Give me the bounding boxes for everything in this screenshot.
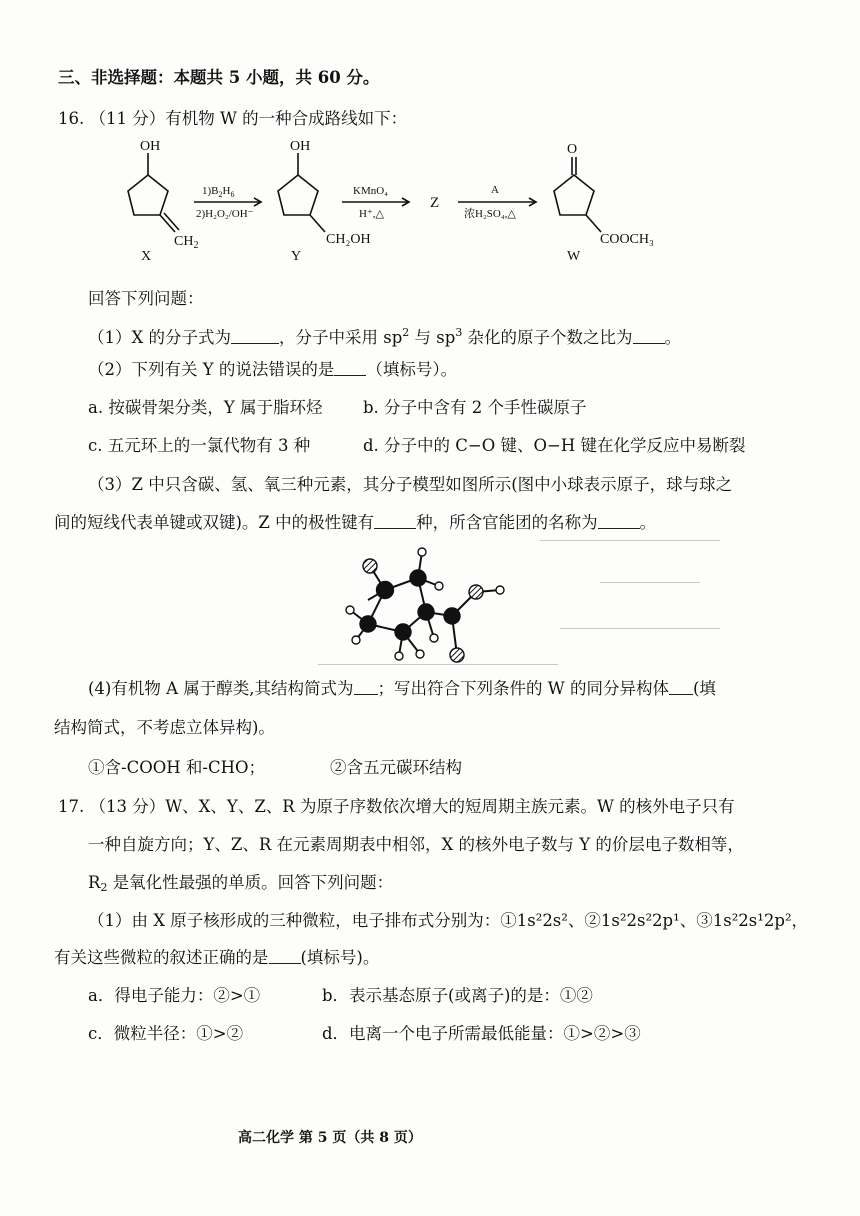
x-label: X xyxy=(141,249,152,264)
q17-option-b: b．表示基态原子(或离子)的是：①② xyxy=(322,986,593,1005)
y-oh: OH xyxy=(290,139,311,154)
q17-option-c: c．微粒半径：①>② xyxy=(88,1024,244,1043)
condition-1: ①含-COOH 和-CHO； xyxy=(88,758,266,777)
q17-option-a: a．得电子能力：②>① xyxy=(88,986,261,1005)
q17-line3: $R_2$ 是氧化性最强的单质。回答下列问题： xyxy=(88,873,394,894)
q16-header: 16. （11 分）有机物 W 的一种合成路线如下： xyxy=(58,109,408,128)
q16-part3-line2: 间的短线代表单键或双键)。Z 中的极性键有 种，所含官能团的名称为 。 xyxy=(54,513,657,532)
q17-line1: 17. （13 分）W、X、Y、Z、R 为原子序数依次增大的短周期主族元素。W 的核外电子只有 xyxy=(58,797,735,816)
q16-option-c: c. 五元环上的一氯代物有 3 种 xyxy=(88,436,311,455)
x-ch2: $CH_2$ xyxy=(174,234,199,251)
q17-part1-line1: （1）由 X 原子核形成的三种微粒，电子排布式分别为：①1s²2s²、②1s²2s²2p¹、③1s²2s¹2p²， xyxy=(88,911,809,930)
reaction-scheme xyxy=(90,135,730,270)
q16-option-d: d. 分子中的 C−O 键、O−H 键在化学反应中易断裂 xyxy=(363,436,746,455)
molecule-model-image xyxy=(330,540,530,665)
q17-line2: 一种自旋方向；Y、Z、R 在元素周期表中相邻，X 的核外电子数与 Y 的价层电子数相等， xyxy=(88,835,744,854)
w-o: O xyxy=(567,142,578,157)
q16-part3-line1: （3）Z 中只含碳、氢、氧三种元素，其分子模型如图所示(图中小球表示原子，球与球之 xyxy=(88,475,733,494)
q16-option-a: a. 按碳骨架分类，Y 属于脂环烃 xyxy=(88,398,323,417)
z-label: Z xyxy=(430,195,440,211)
arrow1-top: $1)B_2H_6$ xyxy=(202,185,235,199)
w-label: W xyxy=(567,249,581,264)
q16-option-b: b. 分子中含有 2 个手性碳原子 xyxy=(363,398,587,417)
q17-part1-line2: 有关这些微粒的叙述正确的是 (填标号)。 xyxy=(54,948,380,967)
w-ester: COOCH₃ xyxy=(600,232,654,247)
q17-option-d: d．电离一个电子所需最低能量：①>②>③ xyxy=(322,1024,641,1043)
q16-part4-line1: (4)有机物 A 属于醇类,其结构简式为 ；写出符合下列条件的 W 的同分异构体 (填 xyxy=(88,679,716,698)
page-footer: 高二化学 第 5 页（共 8 页） xyxy=(238,1130,422,1146)
answer-intro: 回答下列问题： xyxy=(88,289,204,308)
x-oh: OH xyxy=(140,139,161,154)
section-title: 三、非选择题：本题共 5 小题，共 60 分。 xyxy=(58,68,380,87)
arrow3-top: A xyxy=(491,184,499,196)
arrow2-bottom: H⁺,△ xyxy=(359,208,384,220)
q16-part1: （1）X 的分子式为 ，分子中采用 $sp^2$ 与 $sp^3$ 杂化的原子个数之比为 。 xyxy=(88,326,682,347)
arrow1-bottom: 2)H₂O₂/OH⁻ xyxy=(196,208,254,220)
condition-2: ②含五元碳环结构 xyxy=(330,758,462,777)
y-ch2oh: CH₂OH xyxy=(326,232,371,247)
y-label: Y xyxy=(291,249,302,264)
q16-part4-line2: 结构简式，不考虑立体异构)。 xyxy=(54,718,275,737)
q16-part2: （2）下列有关 Y 的说法错误的是 （填标号）。 xyxy=(88,360,458,379)
arrow2-top: KMnO₄ xyxy=(353,185,389,197)
arrow3-bottom: 浓H₂SO₄,△ xyxy=(464,208,516,220)
